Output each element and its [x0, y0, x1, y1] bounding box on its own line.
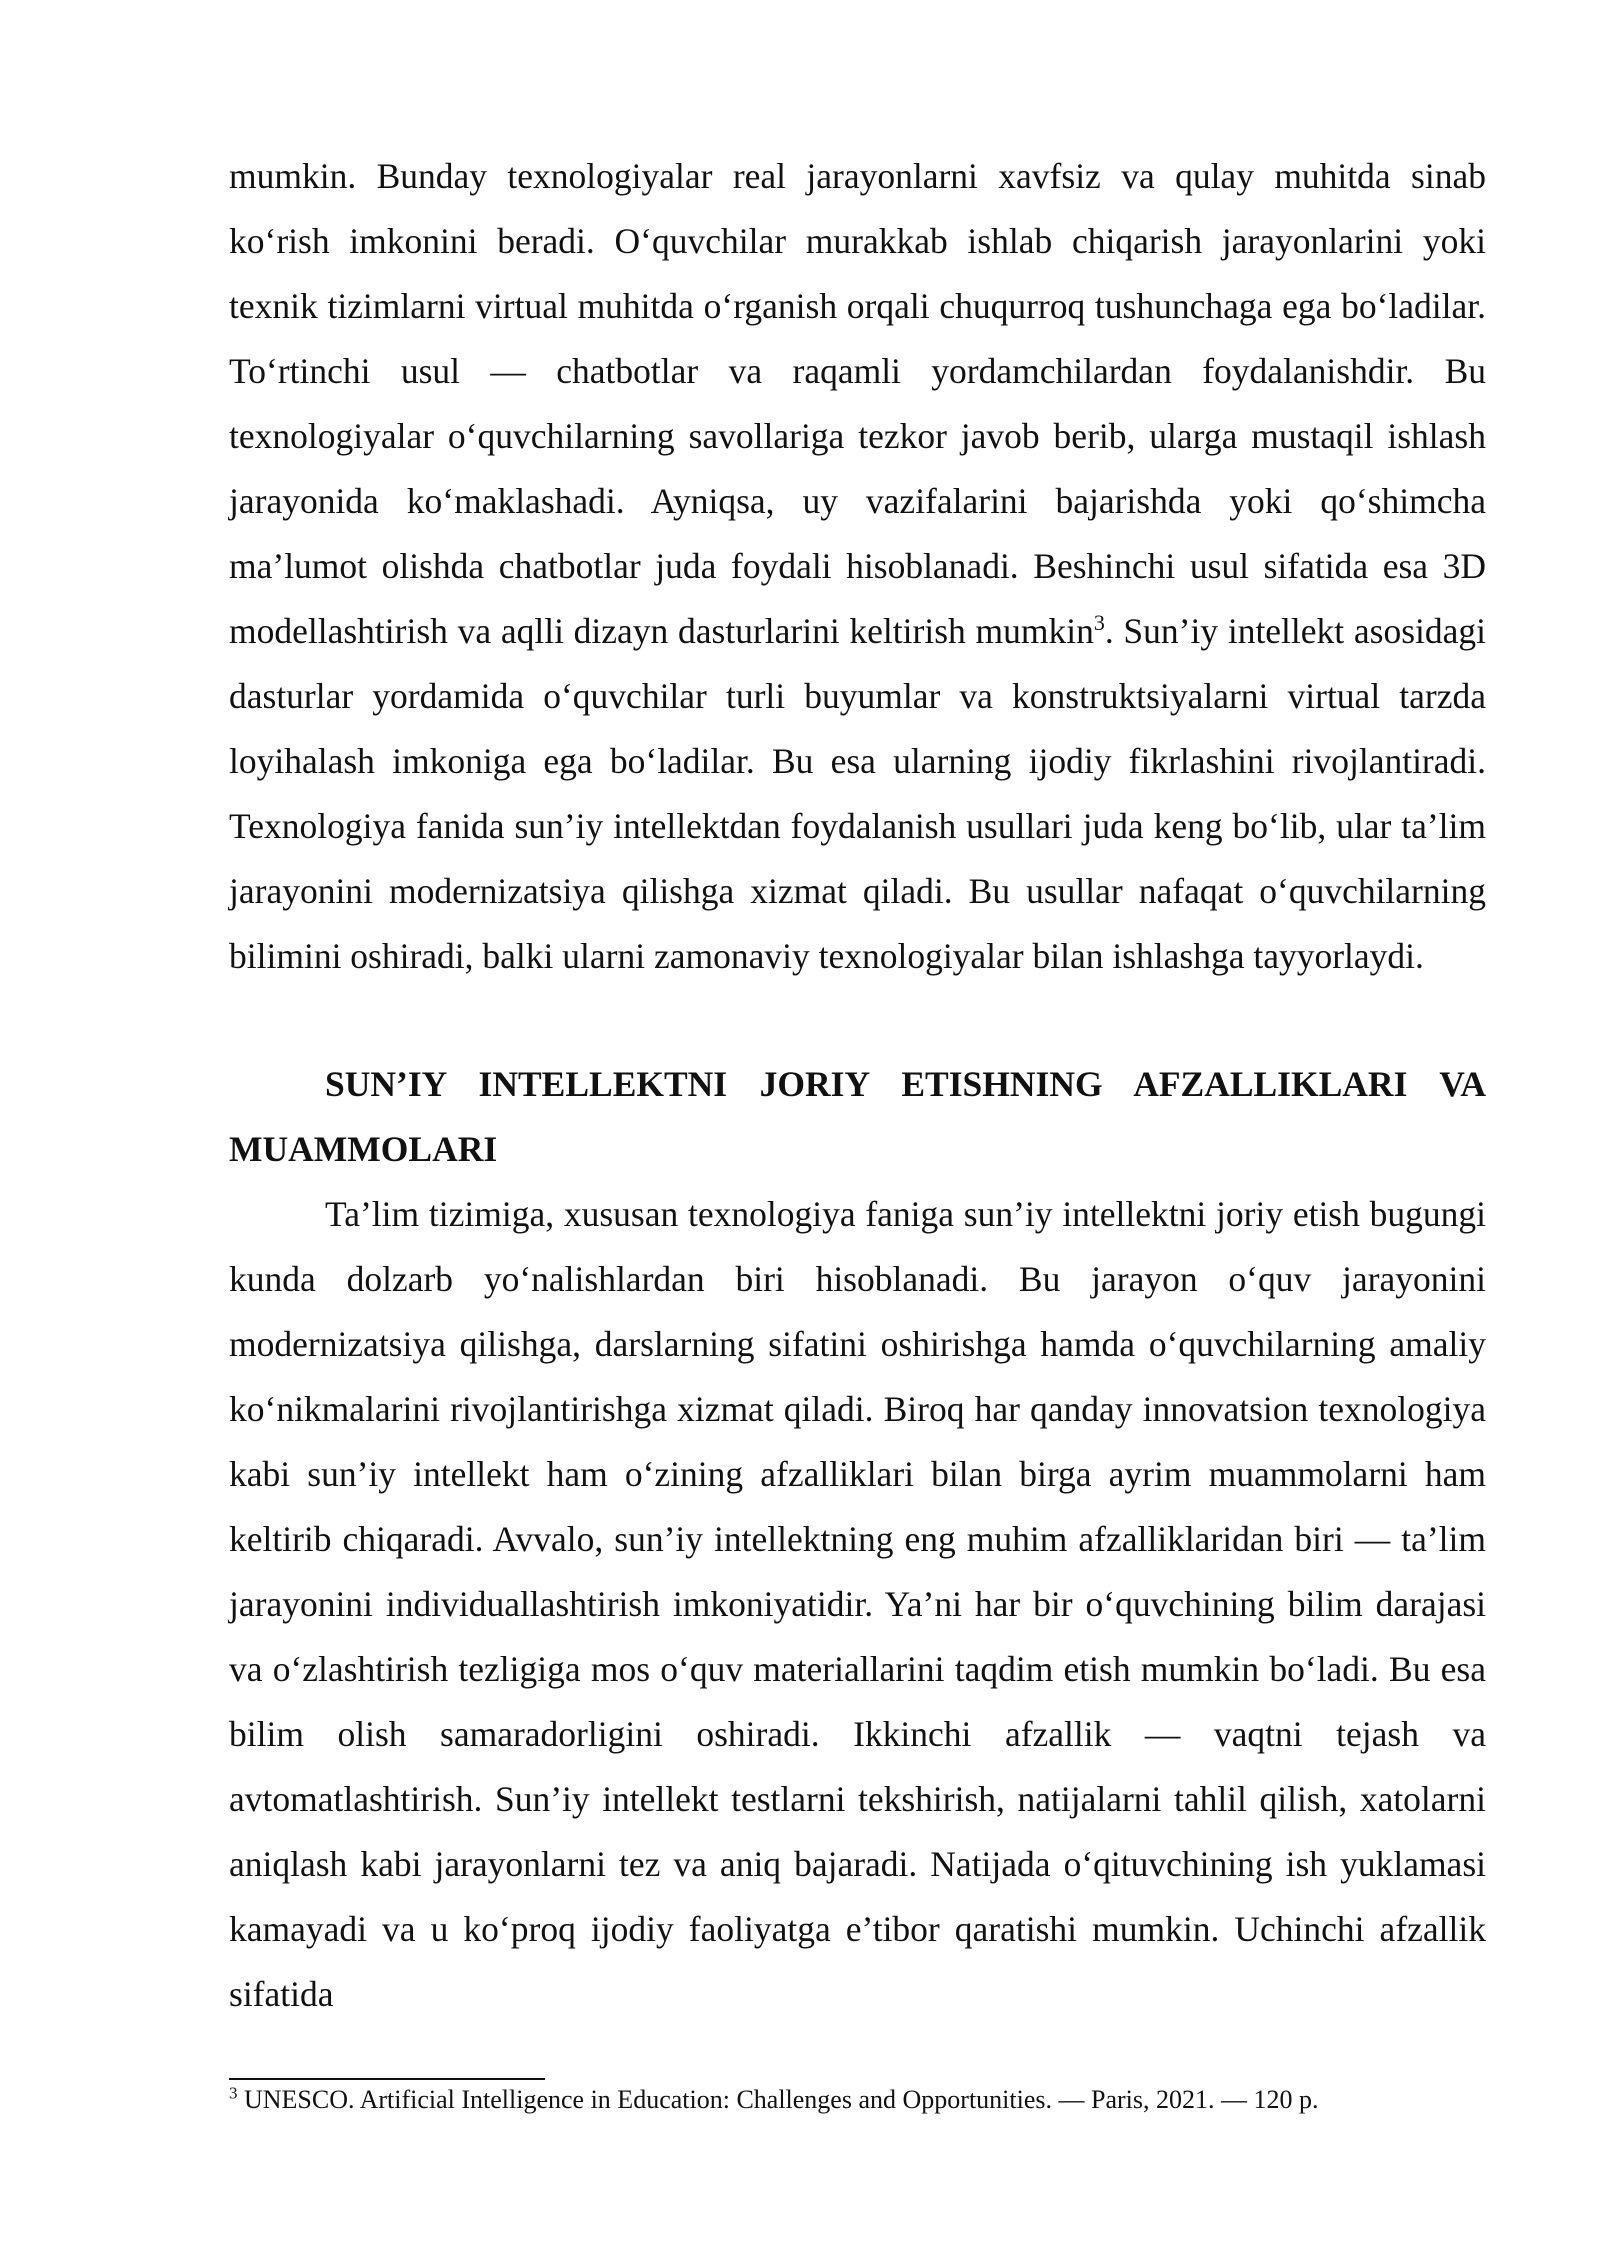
- footnote-separator: [229, 2078, 545, 2080]
- paragraph-text: . Sun’iy intellekt asosidagi dasturlar yordamida o‘quvchilar turli buyumlar va konstruktsiyalarni virtual tarzda loyihalash imkoniga ega bo‘ladilar. Bu esa ularning ijodiy fikrlashini rivojlantiradi. Texnologiya fanida sun’iy intellektdan foydalanish usullari juda keng bo‘lib, ular ta’lim jarayonini modernizatsiya qilishga xizmat qiladi. Bu usullar nafaqat o‘quvchilarning bilimini oshiradi, balki ularni zamonaviy texnologiyalar bilan ishlashga tayyorlaydi.: [229, 611, 1486, 976]
- footnote: [229, 2082, 1486, 2118]
- footnote-reference[interactable]: 3: [1093, 610, 1105, 636]
- body-text-bottom: [229, 1182, 1486, 2027]
- paragraph: Ta’lim tizimiga, xususan texnologiya faniga sun’iy intellektni joriy etish bugungi kunda dolzarb yo‘nalishlardan biri hisoblanadi. Bu jarayon o‘quv jarayonini modernizatsiya qilishga, darslarning sifatini oshirishga hamda o‘quvchilarning amaliy ko‘nikmalarini rivojlantirishga xizmat qiladi. Biroq har qanday innovatsion texnologiya kabi sun’iy intellekt ham o‘zining afzalliklari bilan birga ayrim muammolarni ham keltirib chiqaradi. Avvalo, sun’iy intellektning eng muhim afzalliklaridan biri — ta’lim jarayonini individuallashtirish imkoniyatidir. Ya’ni har bir o‘quvchining bilim darajasi va o‘zlashtirish tezligiga mos o‘quv materiallarini taqdim etish mumkin bo‘ladi. Bu esa bilim olish samaradorligini oshiradi. Ikkinchi afzallik — vaqtni tejash va avtomatlashtirish. Sun’iy intellekt testlarni tekshirish, natijalarni tahlil qilish, xatolarni aniqlash kabi jarayonlarni tez va aniq bajaradi. Natijada o‘qituvchining ish yuklamasi kamayadi va u ko‘proq ijodiy faoliyatga e’tibor qaratishi mumkin. Uchinchi afzallik sifatida: [229, 1194, 1486, 2014]
- paragraph-text: mumkin. Bunday texnologiyalar real jarayonlarni xavfsiz va qulay muhitda sinab ko‘rish imkonini beradi. O‘quvchilar murakkab ishlab chiqarish jarayonlarini yoki texnik tizimlarni virtual muhitda o‘rganish orqali chuqurroq tushunchaga ega bo‘ladilar. To‘rtinchi usul — chatbotlar va raqamli yordamchilardan foydalanishdir. Bu texnologiyalar o‘quvchilarning savollariga tezkor javob berib, ularga mustaqil ishlash jarayonida ko‘maklashadi. Ayniqsa, uy vazifalarini bajarishda yoki qo‘shimcha ma’lumot olishda chatbotlar juda foydali hisoblanadi. Beshinchi usul sifatida esa 3D modellashtirish va aqlli dizayn dasturlarini keltirish mumkin: [229, 156, 1486, 651]
- body-text-top: [229, 144, 1486, 989]
- footnote-text: UNESCO. Artificial Intelligence in Education: Challenges and Opportunities. — Paris, 2021. — 120 p.: [237, 2085, 1319, 2114]
- section-heading: SUN’IY INTELLEKTNI JORIY ETISHNING AFZALLIKLARI VA MUAMMOLARI: [229, 1064, 1486, 1169]
- footnote-number: 3: [229, 2083, 238, 2103]
- paragraph-continuation: [229, 144, 1486, 989]
